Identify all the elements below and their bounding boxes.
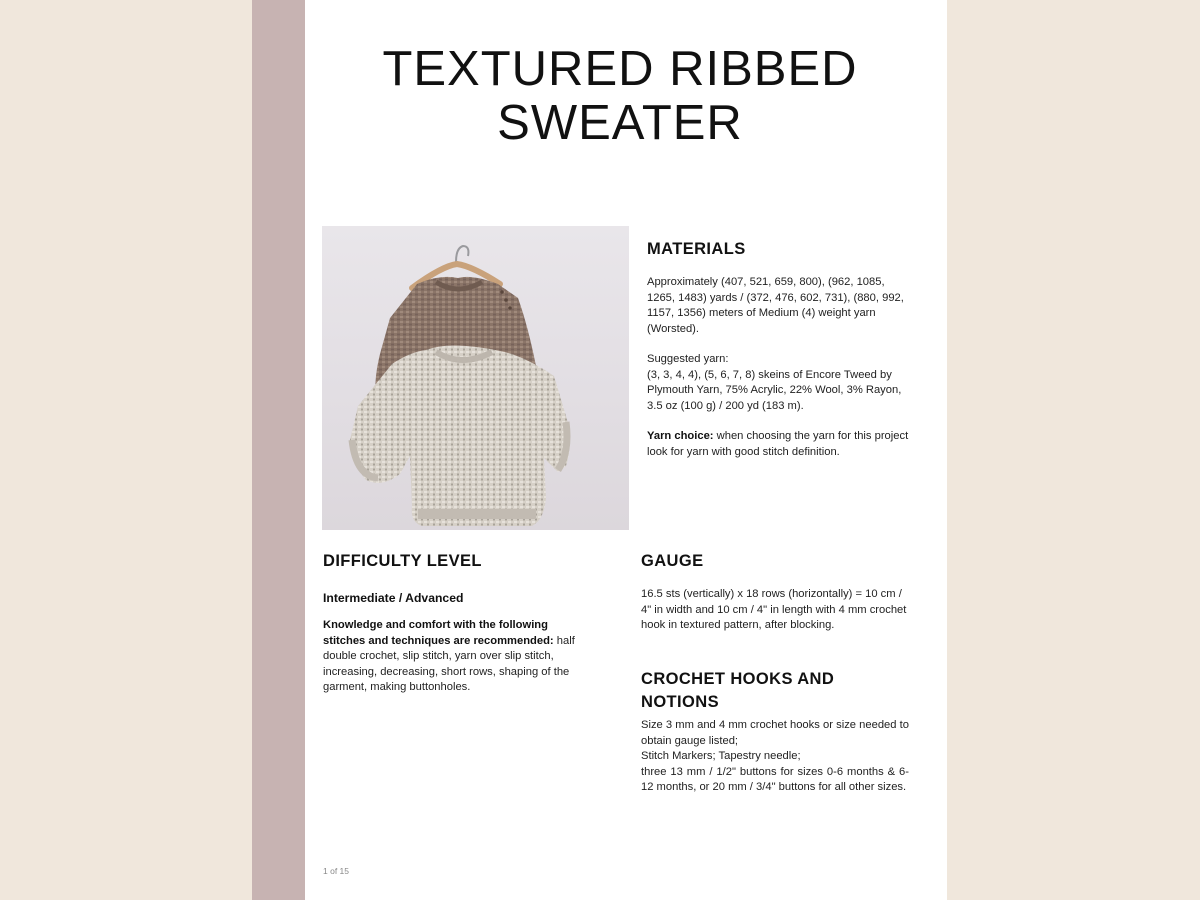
gauge-text: 16.5 sts (vertically) x 18 rows (horizontally) = 10 cm / 4" in width and 10 cm / 4" in length with 4 mm crochet hook in textured pattern, after blocking. [641,588,907,631]
sweater-photo [322,226,629,530]
suggested-yarn-text: (3, 3, 4, 4), (5, 6, 7, 8) skeins of Encore Tweed by Plymouth Yarn, 75% Acrylic, 22% Wool, 3% Rayon, 3.5 oz (100 g) / 200 yd (183 m). [647,368,902,412]
hooks-section [641,668,909,796]
materials-heading: MATERIALS [647,240,746,258]
materials-suggested [647,352,909,414]
knowledge-text: half double crochet, slip stitch, yarn over slip stitch, increasing, decreasing, short rows, shaping of the garment, making buttonholes. [323,634,575,693]
document-page [305,0,947,900]
yarn-choice-text: when choosing the yarn for this project look for yarn with good stitch definition. [647,430,909,458]
sidebar-stripe [252,0,305,900]
hooks-heading: CROCHET HOOKS AND NOTIONS [641,670,835,711]
page-number: 1 of 15 [323,866,349,876]
page-title [305,42,935,150]
difficulty-heading: DIFFICULTY LEVEL [323,552,482,570]
title-line-1: TEXTURED RIBBED [382,42,858,96]
knowledge-label: Knowledge and comfort with the following stitches and techniques are recommended: [323,619,554,647]
yarn-choice [647,429,909,460]
hooks-line-2: Stitch Markers; Tapestry needle; [641,750,801,762]
materials-amount: Approximately (407, 521, 659, 800), (962, 1085, 1265, 1483) yards / (372, 476, 602, 731), (880, 992, 1157, 1356) meters of Medium (4) weight yarn (Worsted). [647,276,904,335]
difficulty-knowledge [323,618,588,696]
materials-section [647,240,909,475]
difficulty-section [323,552,588,696]
hooks-line-3: three 13 mm / 1/2" buttons for sizes 0-6 months & 6-12 months, or 20 mm / 3/4" buttons for all other sizes. [641,765,909,793]
title-line-2: SWEATER [497,96,743,150]
gauge-heading: GAUGE [641,552,704,570]
hooks-line-1: Size 3 mm and 4 mm crochet hooks or size needed to obtain gauge listed; [641,719,909,747]
difficulty-level: Intermediate / Advanced [323,591,464,605]
yarn-choice-label: Yarn choice: [647,430,714,442]
hooks-text [641,718,909,796]
gauge-section [641,552,909,634]
hanger-hook [456,246,468,262]
suggested-yarn-label: Suggested yarn: [647,353,729,365]
